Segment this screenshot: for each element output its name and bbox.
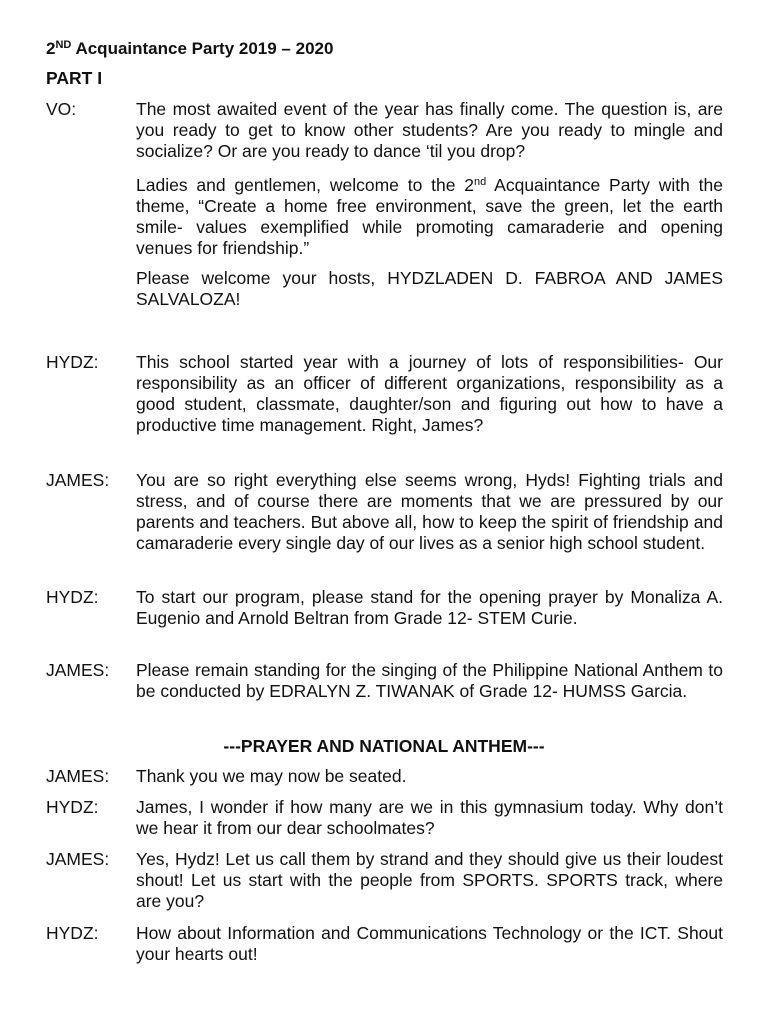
dialogue-paragraph: Thank you we may now be seated. [136,766,407,786]
title-ordinal-suffix: ND [55,39,72,51]
dialogue-paragraph [136,175,723,259]
speaker-label: JAMES: [46,766,110,786]
dialogue-paragraph: Please welcome your hosts, HYDZLADEN D. FABROA AND JAMES SALVALOZA! [136,268,723,309]
text-segment: Acquaintance Party with the theme, “Create a home free environment, save the green, let the earth smile- values exemplified while promoting camaraderie and opening venues for friendship.” [136,175,723,258]
dialogue-paragraph: This school started year with a journey of lots of responsibilities- Our responsibility as an officer of different organizations, responsibility as a good student, classmate, daughter/son and figuring out how to have a productive time management. Right, James? [136,352,723,435]
speaker-label: JAMES: [46,470,110,490]
dialogue-paragraph: Please remain standing for the singing of the Philippine National Anthem to be conducted by EDRALYN Z. TIWANAK of Grade 12- HUMSS Garcia. [136,660,723,701]
dialogue-paragraph: How about Information and Communications Technology or the ICT. Shout your hearts out! [136,923,723,964]
interlude-heading: ---PRAYER AND NATIONAL ANTHEM--- [223,736,545,756]
document-title [46,39,333,59]
title-text: Acquaintance Party 2019 – 2020 [75,39,334,58]
dialogue-paragraph: You are so right everything else seems wrong, Hyds! Fighting trials and stress, and of course there are moments that we are pressured by our parents and teachers. But above all, how to keep the spirit of friendship and camaraderie every single day of our lives as a senior high school student. [136,470,723,553]
speaker-label: HYDZ: [46,587,99,607]
dialogue-paragraph: The most awaited event of the year has finally come. The question is, are you ready to get to know other students? Are you ready to mingle and socialize? Or are you ready to dance ‘til you drop? [136,99,723,161]
title-number: 2 [46,39,56,58]
dialogue-paragraph: To start our program, please stand for the opening prayer by Monaliza A. Eugenio and Arnold Beltran from Grade 12- STEM Curie. [136,587,723,628]
speaker-label: HYDZ: [46,797,99,817]
speaker-label: HYDZ: [46,923,99,943]
ordinal-suffix: nd [474,176,487,188]
speaker-label: HYDZ: [46,352,99,372]
dialogue-paragraph: James, I wonder if how many are we in this gymnasium today. Why don’t we hear it from our dear schoolmates? [136,797,723,838]
text-segment: Ladies and gentlemen, welcome to the 2 [136,175,475,195]
speaker-label: VO: [46,99,77,119]
part-heading: PART I [46,68,103,88]
speaker-label: JAMES: [46,660,110,680]
speaker-label: JAMES: [46,849,110,869]
dialogue-paragraph: Yes, Hydz! Let us call them by strand and they should give us their loudest shout! Let us start with the people from SPORTS. SPORTS track, where are you? [136,849,723,911]
